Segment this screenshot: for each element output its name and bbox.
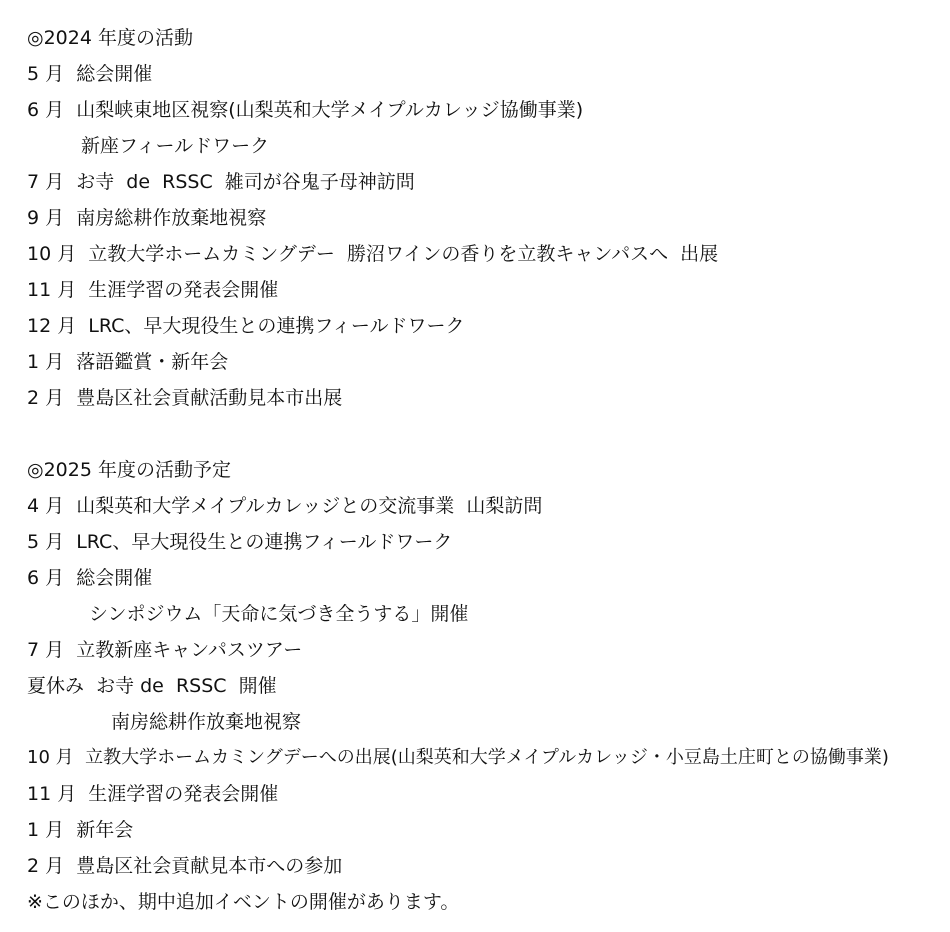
planned-item: 1 月 新年会 [27, 819, 134, 841]
activity-item: 2 月 豊島区社会貢献活動見本市出展 [27, 387, 343, 409]
activity-subitem: 新座フィールドワーク [81, 135, 270, 157]
activity-item: 6 月 山梨峡東地区視察(山梨英和大学メイプルカレッジ協働事業) [27, 99, 584, 121]
planned-subitem: シンポジウム「天命に気づき全うする」開催 [89, 603, 469, 625]
planned-item: 2 月 豊島区社会貢献見本市への参加 [27, 855, 343, 877]
planned-item: 6 月 総会開催 [27, 567, 153, 589]
activity-item: 5 月 総会開催 [27, 63, 153, 85]
planned-item: 10 月 立教大学ホームカミングデーへの出展(山梨英和大学メイプルカレッジ・小豆島土庄町との協働事業) [27, 747, 889, 768]
activity-item: 11 月 生涯学習の発表会開催 [27, 279, 279, 301]
planned-item: 7 月 立教新座キャンパスツアー [27, 639, 303, 661]
section-title-2024: ◎2024 年度の活動 [27, 27, 193, 49]
section-title-2025: ◎2025 年度の活動予定 [27, 459, 231, 481]
activity-item: 12 月 LRC、早大現役生との連携フィールドワーク [27, 315, 465, 337]
planned-item: 4 月 山梨英和大学メイプルカレッジとの交流事業 山梨訪問 [27, 495, 543, 517]
activity-item: 10 月 立教大学ホームカミングデー 勝沼ワインの香りを立教キャンパスへ 出展 [27, 243, 719, 265]
note-text: ※このほか、期中追加イベントの開催があります。 [27, 891, 460, 913]
activity-item: 9 月 南房総耕作放棄地視察 [27, 207, 267, 229]
planned-item: 11 月 生涯学習の発表会開催 [27, 783, 279, 805]
planned-item: 夏休み お寺 de RSSC 開催 [27, 675, 277, 697]
planned-subitem: 南房総耕作放棄地視察 [111, 711, 302, 733]
activity-item: 1 月 落語鑑賞・新年会 [27, 351, 229, 373]
activity-item: 7 月 お寺 de RSSC 雑司が谷鬼子母神訪問 [27, 171, 415, 193]
planned-item: 5 月 LRC、早大現役生との連携フィールドワーク [27, 531, 453, 553]
